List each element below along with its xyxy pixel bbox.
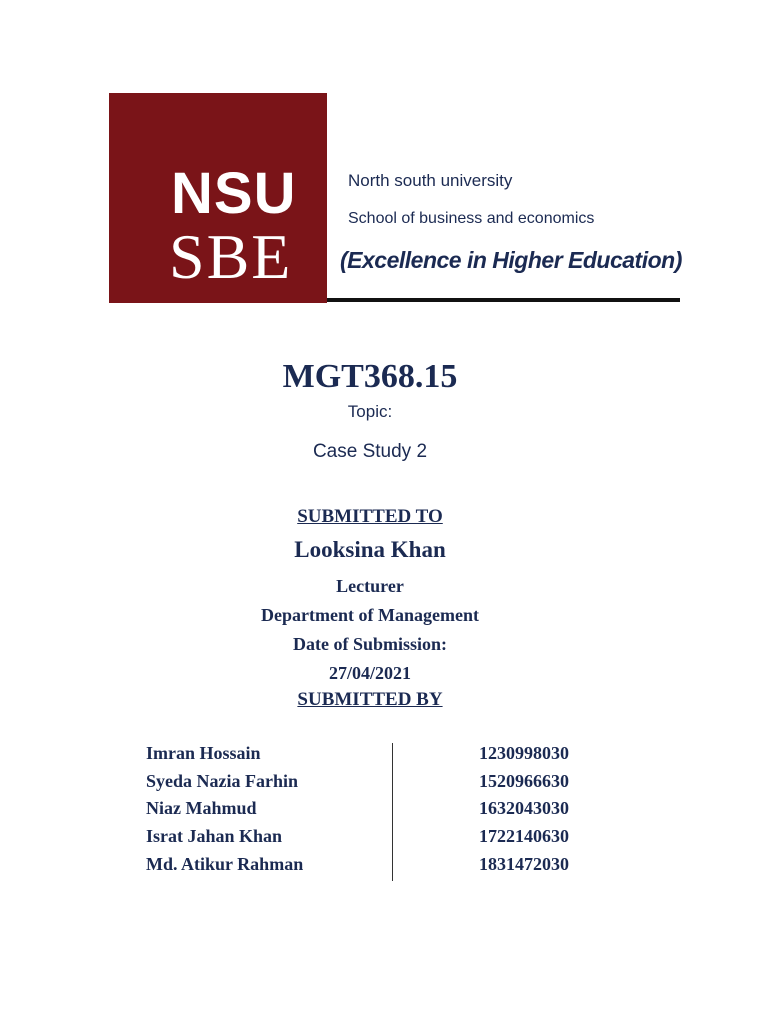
members-list: [146, 743, 606, 881]
supervisor-name: Looksina Khan: [294, 537, 446, 562]
submitted-by-heading: SUBMITTED BY: [297, 689, 443, 710]
submitted-to-heading: SUBMITTED TO: [297, 506, 443, 527]
supervisor-designation: Lecturer: [336, 576, 404, 596]
member-id: 1831472030: [479, 854, 569, 874]
member-row: [146, 771, 606, 799]
motto: (Excellence in Higher Education): [340, 247, 682, 273]
school-name: School of business and economics: [348, 210, 595, 227]
submission-date: 27/04/2021: [328, 663, 411, 683]
university-name: North south university: [348, 171, 513, 190]
member-name: Imran Hossain: [146, 743, 261, 763]
member-id: 1520966630: [479, 771, 569, 791]
supervisor-department: Department of Management: [261, 605, 479, 625]
submission-date-label: Date of Submission:: [292, 634, 448, 654]
member-name: Niaz Mahmud: [146, 798, 257, 818]
member-name: Syeda Nazia Farhin: [146, 771, 299, 791]
member-name: Israt Jahan Khan: [146, 826, 283, 846]
logo-nsu-text: NSU: [171, 161, 297, 226]
member-id: 1722140630: [479, 826, 569, 846]
nsu-sbe-logo: [109, 93, 327, 303]
member-row: [146, 798, 606, 826]
logo-sbe-text: SBE: [169, 221, 293, 292]
member-id: 1632043030: [479, 798, 569, 818]
member-row: [146, 854, 606, 882]
topic-label: Topic:: [347, 402, 393, 421]
member-row: [146, 743, 606, 771]
member-id: 1230998030: [479, 743, 569, 763]
header-rule: [327, 298, 680, 302]
member-row: [146, 826, 606, 854]
course-code: MGT368.15: [282, 358, 458, 395]
topic-value: Case Study 2: [312, 441, 428, 462]
members-column-divider: [392, 743, 393, 881]
member-name: Md. Atikur Rahman: [146, 854, 304, 874]
